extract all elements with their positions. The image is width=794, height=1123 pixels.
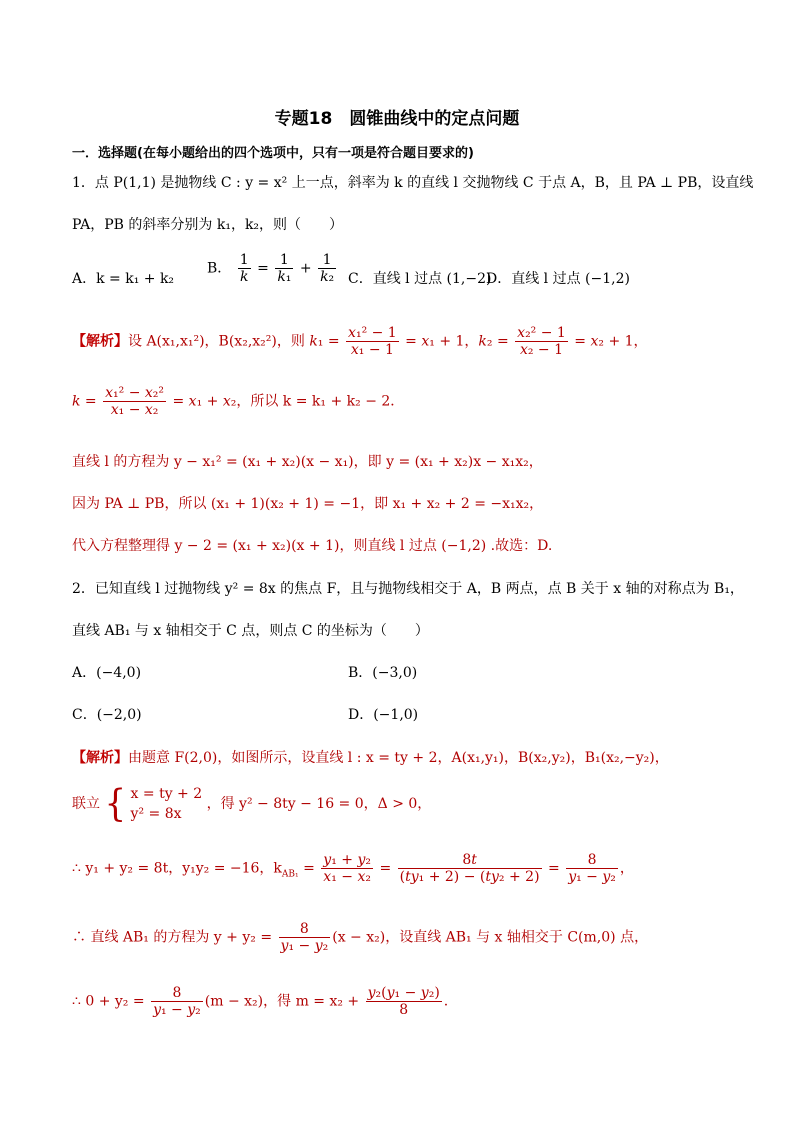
q1-option-d: D．直线 l 过点 (−1,2) (486, 271, 630, 287)
analysis-tag: 【解析】 (72, 333, 128, 350)
q2-option-b: B．(−3,0) (348, 665, 418, 681)
section-heading: 一．选择题(在每小题给出的四个选项中，只有一项是符合题目要求的) (72, 146, 474, 161)
q2-option-d: D．(−1,0) (348, 707, 419, 723)
q1-stem-line2: PA，PB 的斜率分别为 k₁，k₂，则（ ） (72, 217, 344, 233)
q2-analysis-line5: ∴ 0 + y₂ = $\frac{8}{\text{y₁ − y₂}}$ (m − x₂)，得 m = x₂ + $\frac{\text{y₂(y₁ − y₂)}}{8}$ . (72, 985, 449, 1018)
q2-option-a: A．(−4,0) (72, 665, 142, 681)
q2-analysis-text2: ，得 y² − 8ty − 16 = 0，Δ > 0， (206, 796, 432, 812)
system-eq1: x = ty + 2 (130, 786, 203, 802)
q2-analysis-text4b: (x − x₂)，设直线 AB₁ 与 x 轴相交于 C(m,0) 点， (332, 929, 649, 946)
q2-option-c: C．(−2,0) (72, 707, 142, 723)
q1-option-b-label: B． (207, 260, 232, 277)
q2-analysis-text1: 由题意 F(2,0)，如图所示，设直线 l : x = ty + 2，A(x₁,y₁)，B(x₂,y₂)，B₁(x₂,−y₂)， (128, 750, 669, 766)
q2-analysis-line2 (72, 784, 431, 824)
q1-analysis-text1: 设 A(x₁,x₁²)，B(x₂,x₂²)，则 (128, 333, 305, 350)
q2-analysis-combine: 联立 (72, 796, 100, 812)
q1-stem-line1: 1．点 P(1,1) 是抛物线 C : y = x² 上一点，斜率为 k 的直线 l 交抛物线 C 于点 A，B，且 PA ⊥ PB，设直线 (72, 175, 754, 191)
q2-analysis-text5: ∴ 0 + y₂ = (72, 993, 145, 1010)
system-eq2: y² = 8x (130, 806, 182, 822)
system-brace: { (104, 782, 127, 826)
q2-analysis-text3: ∴ y₁ + y₂ = 8t，y₁y₂ = −16，k (72, 860, 282, 877)
q1-analysis-text2: ，所以 k = k₁ + k₂ − 2． (236, 393, 405, 410)
equation-system (131, 784, 203, 824)
q1-analysis-line2: k = $\frac{\text{x₁² − x₂²}}{\text{x₁ − x₂}}$ = x₁ + x₂，所以 k = k₁ + k₂ − 2． (72, 385, 405, 418)
q2-analysis-line3: ∴ y₁ + y₂ = 8t，y₁y₂ = −16，$k_{AB_1}$ = $\frac{\text{y₁ + y₂}}{\text{x₁ − x₂}}$ = $\frac{8t}{\text{(ty₁ + 2) − (ty₂ + 2)}}$ = $\frac{8}{\text{y₁ − y₂}}$ ， (72, 852, 634, 885)
analysis-tag: 【解析】 (72, 750, 128, 766)
q1-analysis-line3: 直线 l 的方程为 y − x₁² = (x₁ + x₂)(x − x₁)，即 y = (x₁ + x₂)x − x₁x₂， (72, 454, 543, 470)
q2-analysis-line4: ∴ 直线 AB₁ 的方程为 y + y₂ = $\frac{8}{\text{y₁ − y₂}}$ (x − x₂)，设直线 AB₁ 与 x 轴相交于 C(m,0) 点， (72, 921, 649, 954)
q2-stem-line2: 直线 AB₁ 与 x 轴相交于 C 点，则点 C 的坐标为（ ） (72, 623, 429, 639)
q2-analysis-text5c: . (443, 993, 449, 1010)
q1-option-b: B． $\frac{1}{k}$ = $\frac{1}{\text{k₁}}$ + $\frac{1}{\text{k₂}}$ (207, 252, 335, 285)
q2-analysis-line1 (72, 747, 669, 767)
q2-stem-line1: 2．已知直线 l 过抛物线 y² = 8x 的焦点 F，且与抛物线相交于 A，B 两点，点 B 关于 x 轴的对称点为 B₁， (72, 581, 744, 597)
q2-analysis-text5b: (m − x₂)，得 m = x₂ + (204, 993, 360, 1010)
q1-analysis-line1: 【解析】设 A(x₁,x₁²)，B(x₂,x₂²)，则 k₁ = $\frac{\text{x₁² − 1}}{\text{x₁ − 1}}$ = x₁ + 1，k₂ = $\frac{\text{x₂² − 1}}{\text{x₂ − 1}}$ = x₂ + 1， (72, 325, 648, 358)
q2-analysis-text4: ∴ 直线 AB₁ 的方程为 y + y₂ = (72, 929, 273, 946)
page-title: 专题18 圆锥曲线中的定点问题 (274, 109, 520, 129)
q1-analysis-line5: 代入方程整理得 y − 2 = (x₁ + x₂)(x + 1)，则直线 l 过点 (−1,2) .故选：D. (72, 538, 553, 554)
q1-analysis-line4: 因为 PA ⊥ PB，所以 (x₁ + 1)(x₂ + 1) = −1，即 x₁ + x₂ + 2 = −x₁x₂， (72, 496, 544, 512)
q1-option-a: A．k = k₁ + k₂ (72, 271, 175, 287)
q1-option-c: C．直线 l 过点 (1,−2) (348, 271, 492, 287)
